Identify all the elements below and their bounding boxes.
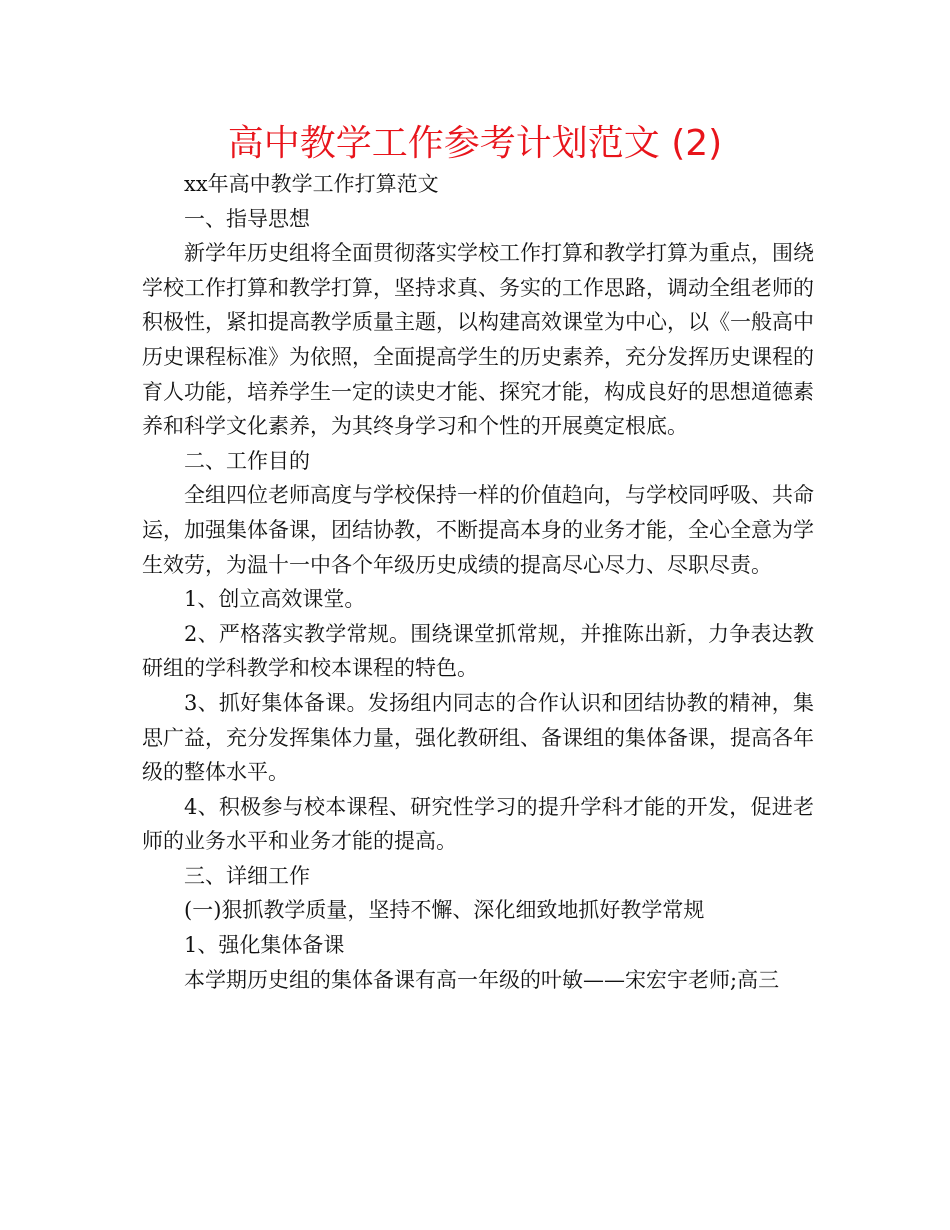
document-title: 高中教学工作参考计划范文 (2) bbox=[227, 123, 723, 164]
subsection-heading-teaching-quality: (一)狠抓教学质量，坚持不懈、深化细致地抓好教学常规 bbox=[184, 898, 705, 923]
paragraph-guiding-ideology: 新学年历史组将全面贯彻落实学校工作打算和教学打算为重点，围绕学校工作打算和教学打算，坚持求真、务实的工作思路，调动全组老师的积极性，紧扣提高教学质量主题，以构建高效课堂为中心，以《一般高中历史课程标准》为依照，全面提高学生的历史素养，充分发挥历史课程的育人功能，培养学生一定的读史才能、探究才能，构成良好的思想道德素养和科学文化素养，为其终身学习和个性的开展奠定根底。 bbox=[142, 241, 814, 439]
list-item-3: 3、抓好集体备课。发扬组内同志的合作认识和团结协教的精神，集思广益，充分发挥集体力量，强化教研组、备课组的集体备课，提高各年级的整体水平。 bbox=[142, 690, 814, 785]
subsection-item-collective-lesson-prep: 1、强化集体备课 bbox=[184, 933, 345, 958]
paragraph-work-goals: 全组四位老师高度与学校保持一样的价值趋向，与学校同呼吸、共命运，加强集体备课，团结协教，不断提高本身的业务才能，全心全意为学生效劳，为温十一中各个年级历史成绩的提高尽心尽力、尽职尽责。 bbox=[142, 483, 814, 577]
section-heading-detailed-work: 三、详细工作 bbox=[184, 863, 310, 888]
paragraph-subtitle: xx年高中教学工作打算范文 bbox=[184, 172, 439, 196]
list-item-2: 2、严格落实教学常规。围绕课堂抓常规，并推陈出新，力争表达教研组的学科教学和校本课程的特色。 bbox=[142, 621, 814, 681]
paragraph-lesson-prep: 本学期历史组的集体备课有高一年级的叶敏——宋宏宇老师;高三 bbox=[184, 967, 780, 992]
list-item-4: 4、积极参与校本课程、研究性学习的提升学科才能的开发，促进老师的业务水平和业务才能的提高。 bbox=[142, 794, 814, 854]
document-body bbox=[142, 167, 814, 997]
section-heading-guiding-ideology: 一、指导思想 bbox=[184, 206, 310, 231]
section-heading-work-goals: 二、工作目的 bbox=[184, 448, 310, 473]
list-item-1: 1、创立高效课堂。 bbox=[184, 587, 366, 612]
